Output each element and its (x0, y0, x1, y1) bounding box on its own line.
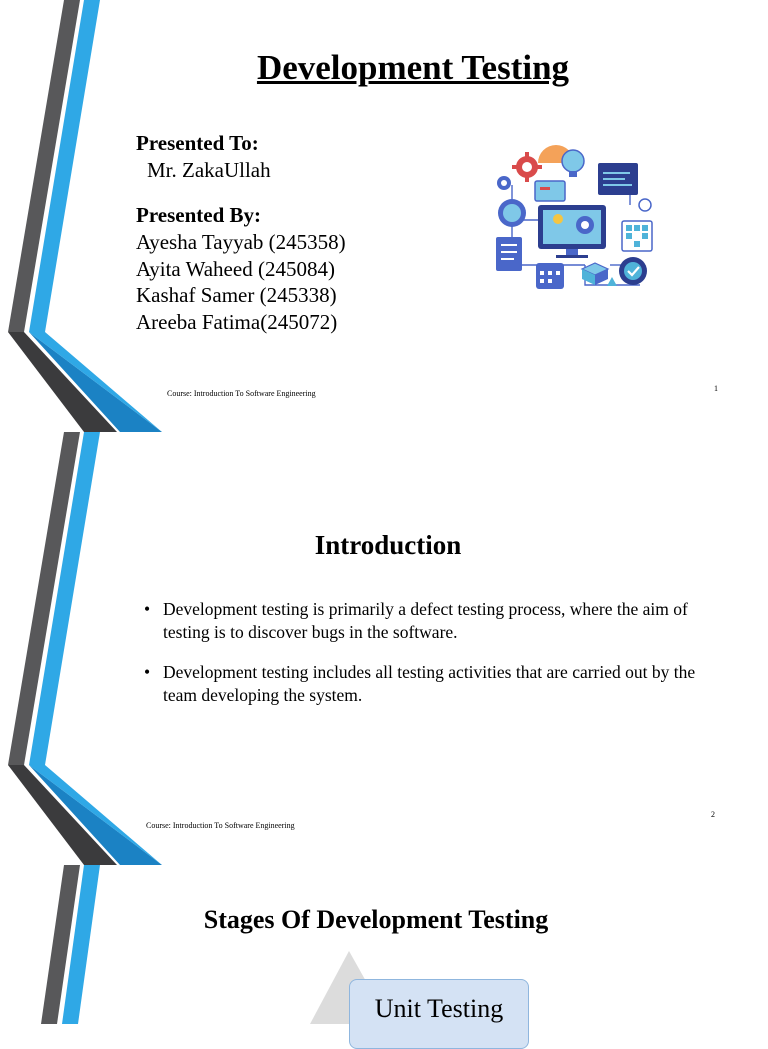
slide-footer: Course: Introduction To Software Engineering (146, 821, 295, 830)
presented-by-label: Presented By: (136, 203, 262, 227)
slide-title: Introduction (314, 530, 462, 560)
slide-decoration-stripes (0, 865, 120, 1024)
member-2: Ayita Waheed (245084) (136, 257, 335, 281)
member-4: Areeba Fatima(245072) (136, 310, 338, 334)
presented-to-label: Presented To: (136, 131, 259, 155)
slide-title: Development Testing (256, 48, 570, 87)
bullet-item: • Development testing is primarily a defect testing process, where the aim of testing is to discover bugs in the software. (144, 599, 688, 642)
slide-footer: Course: Introduction To Software Engineering (167, 389, 316, 398)
page-number: 2 (711, 810, 715, 819)
slide-2 (0, 432, 768, 865)
bullet-dot-icon: • (144, 662, 151, 682)
page-number: 1 (714, 384, 718, 393)
slide-1 (0, 0, 768, 432)
bullet-dot-icon: • (144, 599, 151, 619)
presented-to-name: Mr. ZakaUllah (147, 158, 271, 182)
bullet-list (144, 598, 704, 724)
stage-label: Unit Testing (374, 994, 504, 1023)
member-3: Kashaf Samer (245338) (136, 283, 337, 307)
stage-box-unit-testing (349, 979, 529, 1049)
software-testing-illustration-icon (490, 145, 660, 295)
slide-title: Stages Of Development Testing (203, 905, 549, 934)
bullet-item: • Development testing includes all testing activities that are carried out by the team developing the system. (144, 662, 696, 705)
member-1: Ayesha Tayyab (245358) (136, 230, 346, 254)
